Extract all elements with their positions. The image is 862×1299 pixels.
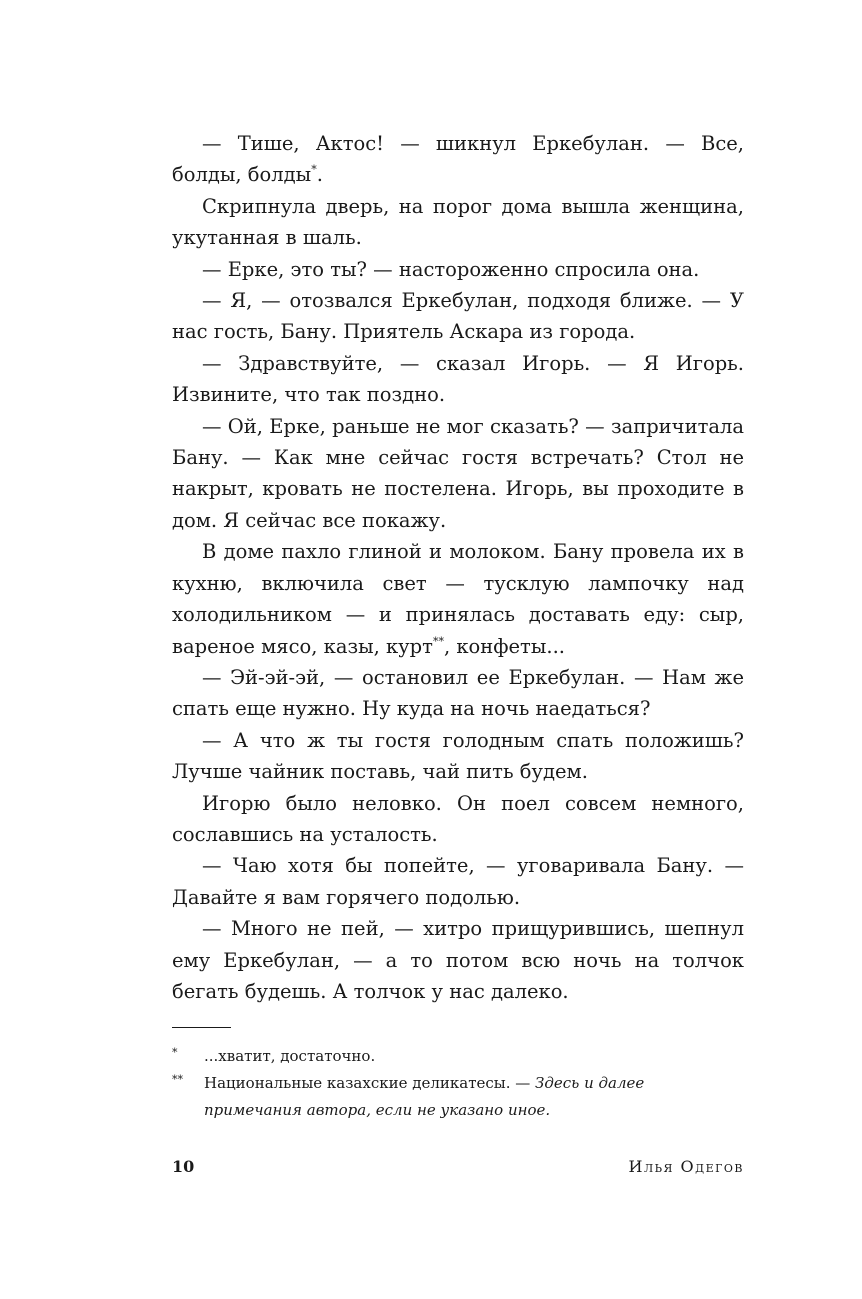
- footnote-text: ...хватит, достаточно.: [204, 1047, 376, 1065]
- footnote-divider: [172, 1027, 231, 1028]
- running-footer-author: Илья Одегов: [628, 1157, 744, 1176]
- paragraph: Скрипнула дверь, на порог дома вышла женщина, укутанная в шаль.: [172, 194, 744, 250]
- footnote: [172, 1043, 744, 1070]
- body-text: [172, 128, 744, 1007]
- footnote-reference: **: [432, 634, 444, 648]
- footnote-reference: *: [311, 163, 317, 177]
- page-number: 10: [172, 1157, 195, 1176]
- paragraph: — Ерке, это ты? — настороженно спросила она.: [202, 257, 700, 281]
- paragraph: — Тише, Актос! — шикнул Еркебулан. — Все, болды, болды*.: [172, 132, 744, 187]
- footnote-mark: **: [172, 1073, 183, 1086]
- footnotes: [172, 1043, 744, 1124]
- paragraph: — Ой, Ерке, раньше не мог сказать? — запричитала Бану. — Как мне сейчас гостя встречать? Стол не накрыт, кровать не постелена. Игорь, вы проходите в дом. Я сейчас все покажу.: [172, 414, 744, 532]
- paragraph: В доме пахло глиной и молоком. Бану провела их в кухню, включила свет — тусклую лампочку над холодильником — и принялась доставать еду: сыр, вареное мясо, казы, курт**, конфеты...: [172, 540, 744, 658]
- paragraph: — Чаю хотя бы попейте, — уговаривала Бану. — Давайте я вам горячего подолью.: [172, 854, 744, 909]
- paragraph: — А что ж ты гостя голодным спать положишь? Лучше чайник поставь, чай пить будем.: [172, 728, 744, 784]
- footnote-text: Национальные казахские деликатесы. —: [204, 1074, 536, 1092]
- paragraph: Игорю было неловко. Он поел совсем немного, сославшись на усталость.: [172, 791, 744, 846]
- paragraph: — Эй-эй-эй, — остановил ее Еркебулан. — Нам же спать еще нужно. Ну куда на ночь наедаться?: [172, 665, 744, 721]
- paragraph: — Здравствуйте, — сказал Игорь. — Я Игорь. Извините, что так поздно.: [172, 351, 744, 407]
- footnote: [172, 1070, 744, 1124]
- paragraph: — Много не пей, — хитро прищурившись, шепнул ему Еркебулан, — а то потом всю ночь на толчок бегать будешь. А толчок у нас далеко.: [172, 917, 744, 1003]
- footnote-mark: *: [172, 1046, 178, 1059]
- footnote-italic-text: Здесь и далее примечания автора, если не указано иное.: [204, 1074, 645, 1119]
- paragraph: — Я, — отозвался Еркебулан, подходя ближе. — У нас гость, Бану. Приятель Аскара из города.: [172, 289, 744, 344]
